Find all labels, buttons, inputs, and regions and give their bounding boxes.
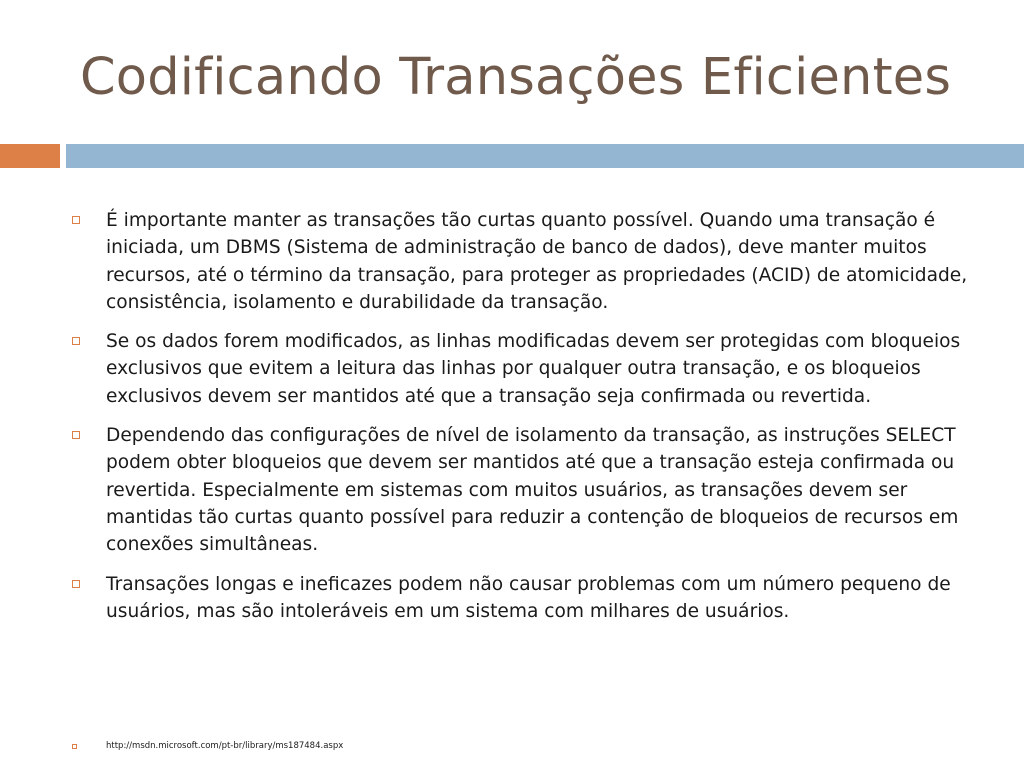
bullet-text: Transações longas e ineficazes podem não causar problemas com um número pequeno de usuários, mas são intoleráveis em um sistema com milhares de usuários. <box>106 573 951 622</box>
square-bullet-icon <box>72 216 80 224</box>
square-bullet-icon <box>72 744 77 749</box>
bullet-text: Se os dados forem modificados, as linhas modificadas devem ser protegidas com bloqueios exclusivos que evitem a leitura das linhas por qualquer outra transação, e os bloqueios exclusivos devem ser mantidos até que a transação seja confirmada ou revertida. <box>106 331 961 407</box>
square-bullet-icon <box>72 580 80 588</box>
square-bullet-icon <box>72 337 80 345</box>
header-accent-bar-blue <box>66 144 1024 168</box>
square-bullet-icon <box>72 431 80 439</box>
header-accent-bar-orange <box>0 144 60 168</box>
bullet-text: É importante manter as transações tão curtas quanto possível. Quando uma transação é iniciada, um DBMS (Sistema de administração de banco de dados), deve manter muitos recursos, até o término da transação, para proteger as propriedades (ACID) de atomicidade, consistência, isolamento e durabilidade da transação. <box>106 210 968 313</box>
bullet-list <box>72 207 972 637</box>
reference-item <box>72 739 343 753</box>
bullet-item <box>72 571 972 626</box>
reference-link[interactable]: http://msdn.microsoft.com/pt-br/library/ms187484.aspx <box>106 741 344 751</box>
bullet-item <box>72 207 972 316</box>
bullet-item <box>72 328 972 410</box>
bullet-item <box>72 422 972 558</box>
slide-title: Codificando Transações Eficientes <box>80 48 952 107</box>
bullet-text: Dependendo das configurações de nível de isolamento da transação, as instruções SELECT podem obter bloqueios que devem ser mantidos até que a transação esteja confirmada ou revertida. Especialmente em sistemas com muitos usuários, as transações devem ser mantidas tão curtas quanto possível para reduzir a contenção de bloqueios de recursos em conexões simultâneas. <box>106 425 959 556</box>
